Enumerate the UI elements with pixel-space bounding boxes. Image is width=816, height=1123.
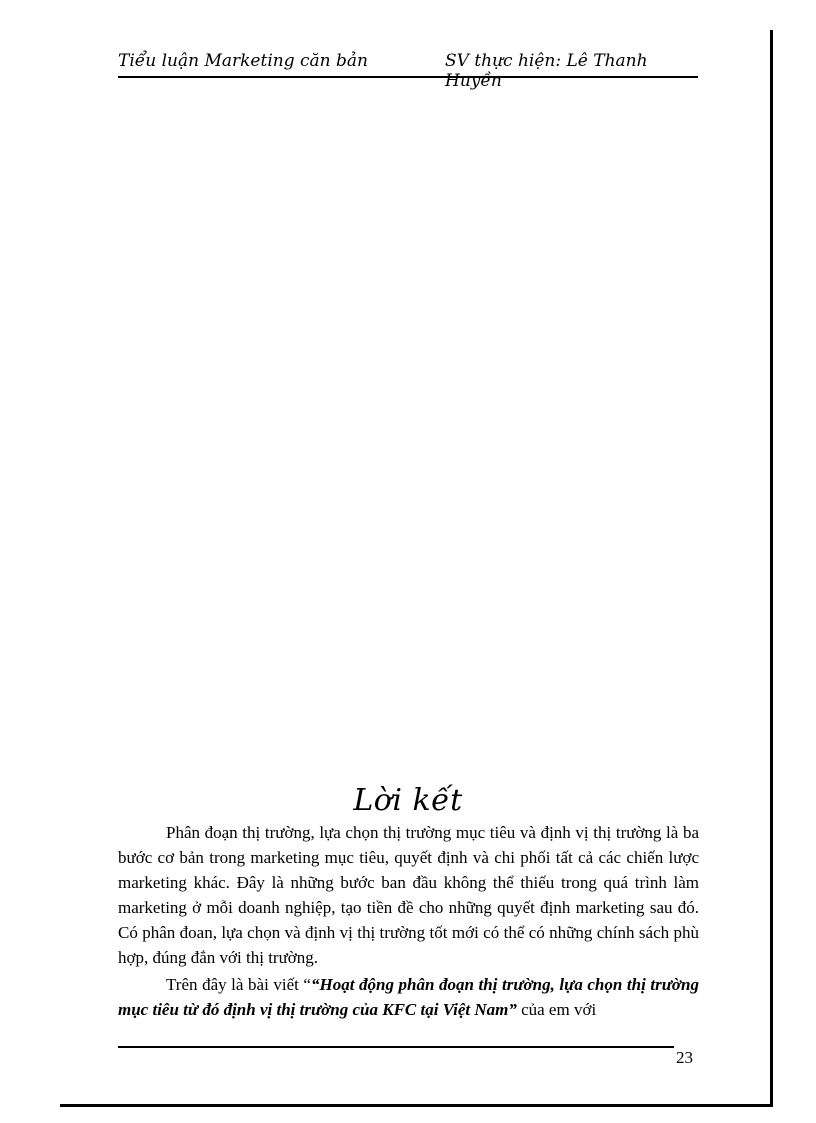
paragraph-summary-intro: Trên đây là bài viết “ [166, 975, 311, 994]
report-title: “Hoạt động phân đoạn thị trường, lựa chọn thị trường mục tiêu từ đó định vị thị trường của KFC tại Việt Nam” [118, 975, 699, 1019]
page-header [118, 50, 698, 91]
page-border-bottom [60, 1104, 773, 1107]
page-border-right [770, 30, 773, 1106]
section-title: Lời kết [353, 783, 463, 818]
paragraph-conclusion: Phân đoạn thị trường, lựa chọn thị trường mục tiêu và định vị thị trường là ba bước cơ bản trong marketing mục tiêu, quyết định và chi phối tất cả các chiến lược marketing khác. Đây là những bước ban đầu không thể thiếu trong quá trình làm marketing ở mỗi doanh nghiệp, tạo tiền đề cho những quyết định marketing sau đó. Có phân đoan, lựa chọn và định vị thị trường tốt mới có thể có những chính sách phù hợp, đúng đắn với thị trường. [118, 823, 699, 967]
header-author: SV thực hiện: Lê Thanh Huyền [445, 51, 648, 91]
paragraph-summary [118, 972, 699, 1022]
header-document-title: Tiểu luận Marketing căn bản [118, 51, 368, 71]
footer-divider [118, 1046, 674, 1048]
paragraph-summary-tail: của em với [516, 1000, 597, 1019]
page-number: 23 [676, 1048, 693, 1067]
body-text [118, 820, 699, 1022]
